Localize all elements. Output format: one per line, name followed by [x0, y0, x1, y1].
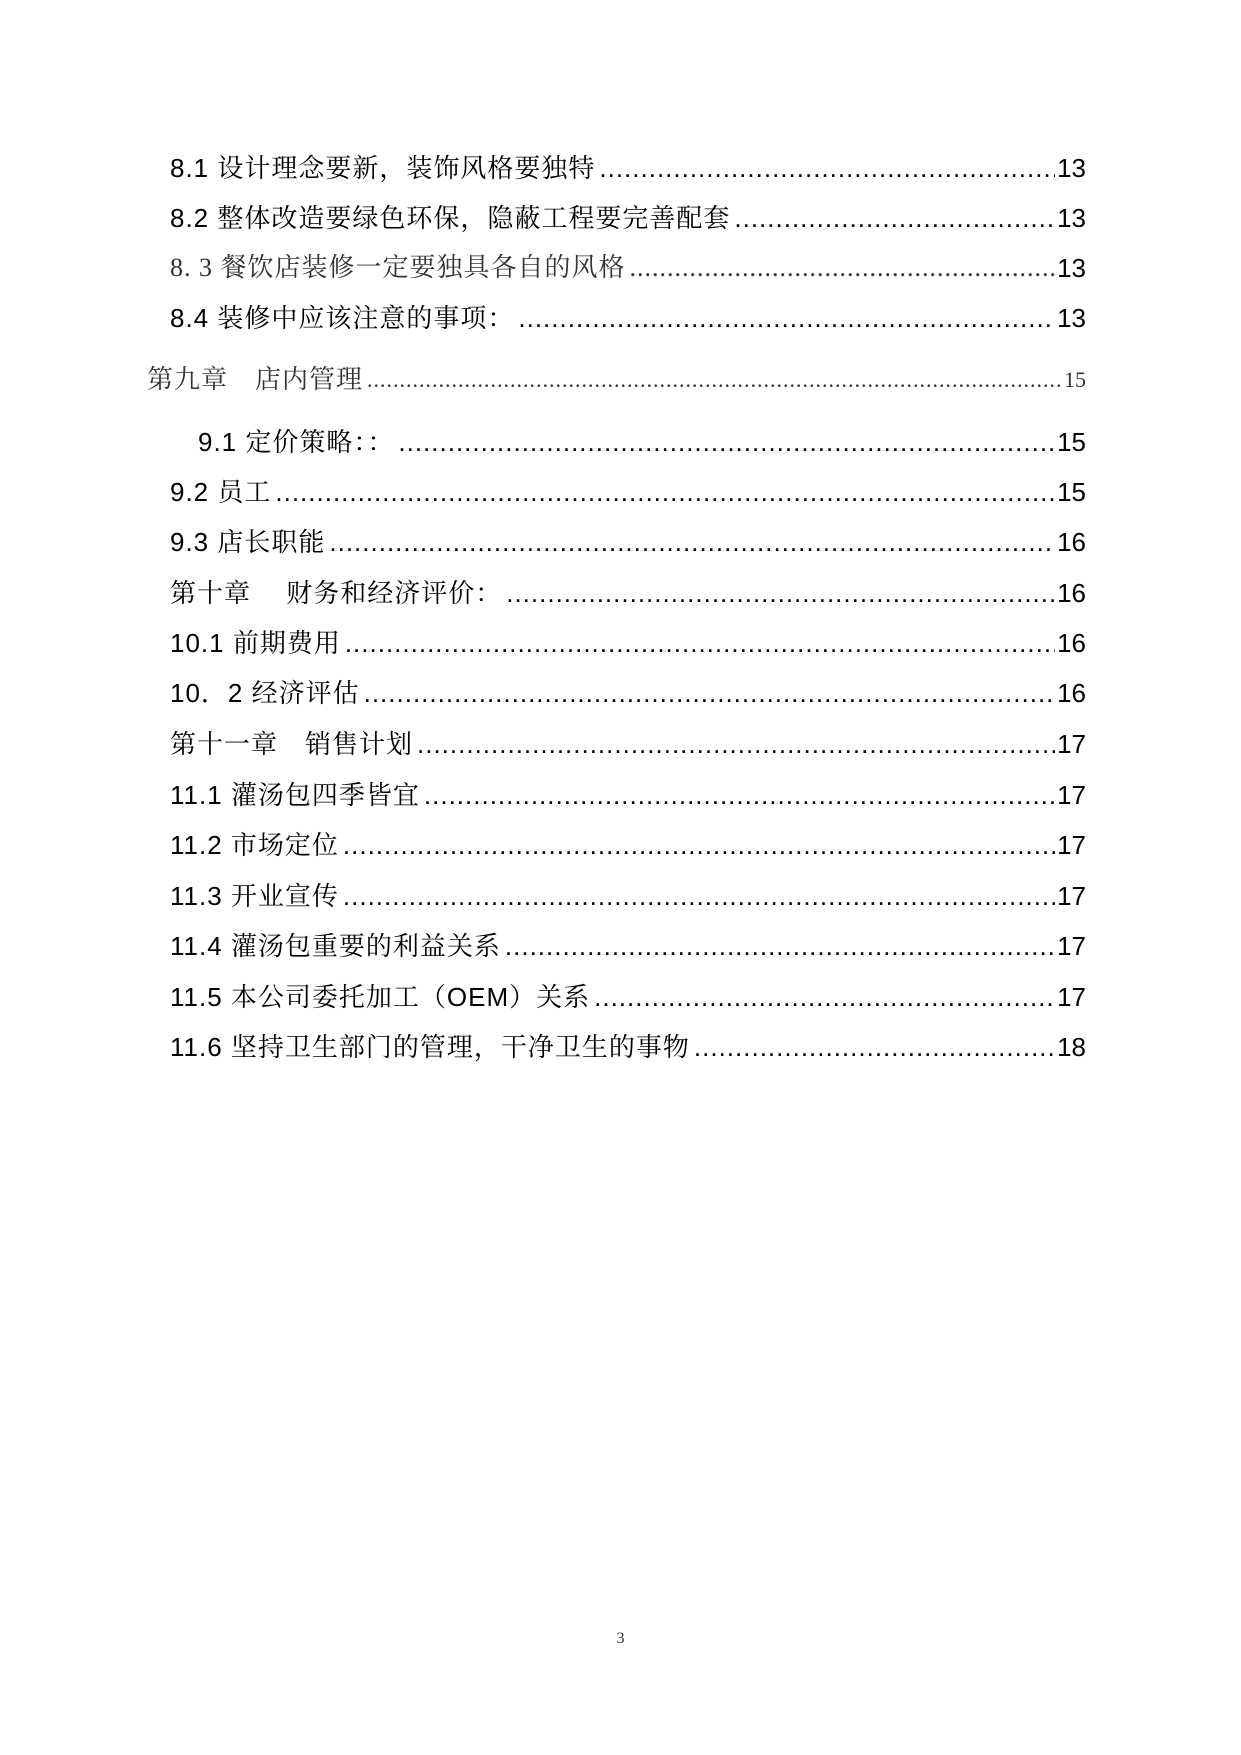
toc-entry-label: 11.3 开业宣传 — [170, 881, 339, 911]
toc-entry-label: 8.1 设计理念要新，装饰风格要独特 — [170, 153, 596, 183]
toc-entry-label: 11.4 灌汤包重要的利益关系 — [170, 931, 501, 961]
toc-page-number: 16 — [1057, 527, 1086, 557]
toc-dot-leader — [424, 775, 1055, 815]
toc-entry-label: 第九章 店内管理 — [147, 365, 364, 394]
toc-page-number: 17 — [1057, 830, 1086, 860]
toc-entry-label: 9.2 员工 — [170, 477, 272, 507]
toc-dot-leader — [275, 472, 1055, 512]
toc-dot-leader — [694, 1027, 1055, 1067]
toc-entry-label: 第十一章 销售计划 — [170, 729, 414, 759]
toc-dot-leader — [343, 876, 1055, 916]
toc-dot-leader — [345, 623, 1055, 663]
toc-dot-leader — [329, 522, 1055, 562]
toc-dot-leader — [599, 148, 1055, 188]
toc-dot-leader — [630, 248, 1056, 288]
toc-entry-label: 11.6 坚持卫生部门的管理，干净卫生的事物 — [170, 1032, 690, 1062]
toc-dot-leader — [734, 198, 1055, 238]
toc-dot-leader — [417, 724, 1055, 764]
toc-entry-11-6[interactable] — [170, 1027, 1086, 1067]
toc-entry-8-1[interactable] — [170, 148, 1086, 188]
toc-dot-leader — [505, 926, 1055, 966]
toc-entry-label: 8.4 装修中应该注意的事项： — [170, 303, 515, 333]
toc-entry-10-2[interactable] — [170, 673, 1086, 713]
toc-entry-label: 11.2 市场定位 — [170, 830, 339, 860]
toc-page-number: 15 — [1057, 477, 1086, 507]
toc-entry-9-1[interactable] — [198, 422, 1086, 462]
toc-page-number: 13 — [1057, 203, 1086, 233]
toc-entry-label: 10．2 经济评估 — [170, 678, 360, 708]
toc-entry-chapter-9[interactable] — [147, 360, 1086, 400]
toc-dot-leader — [367, 360, 1062, 400]
toc-entry-label: 11.5 本公司委托加工（OEM）关系 — [170, 982, 591, 1012]
toc-page-number: 16 — [1057, 578, 1086, 608]
toc-dot-leader — [506, 573, 1055, 613]
toc-entry-label: 9.1 定价策略：： — [198, 427, 395, 457]
toc-page-number: 16 — [1057, 678, 1086, 708]
toc-entry-label: 9.3 店长职能 — [170, 527, 326, 557]
toc-page-number: 17 — [1057, 982, 1086, 1012]
toc-page-number: 17 — [1057, 881, 1086, 911]
toc-page-number: 15 — [1057, 427, 1086, 457]
toc-entry-9-2[interactable] — [170, 472, 1086, 512]
toc-entry-label: 第十章 财务和经济评价： — [170, 578, 503, 608]
toc-entry-label: 8. 3 餐饮店装修一定要独具各自的风格 — [170, 253, 626, 282]
toc-page-number: 17 — [1057, 729, 1086, 759]
toc-entry-11-1[interactable] — [170, 775, 1086, 815]
toc-page-number: 16 — [1057, 628, 1086, 658]
toc-entry-8-2[interactable] — [170, 198, 1086, 238]
toc-entry-11-2[interactable] — [170, 825, 1086, 865]
toc-dot-leader — [343, 825, 1055, 865]
toc-entry-9-3[interactable] — [170, 522, 1086, 562]
toc-dot-leader — [518, 298, 1055, 338]
toc-entry-label: 10.1 前期费用 — [170, 628, 341, 658]
page-number-footer: 3 — [616, 1630, 625, 1647]
toc-entry-11-5[interactable] — [170, 977, 1086, 1017]
toc-dot-leader — [398, 422, 1055, 462]
toc-entry-label: 11.1 灌汤包四季皆宜 — [170, 780, 420, 810]
toc-entry-chapter-11[interactable] — [170, 724, 1086, 764]
toc-page-number: 13 — [1057, 303, 1086, 333]
toc-entry-8-4[interactable] — [170, 298, 1086, 338]
toc-entry-11-4[interactable] — [170, 926, 1086, 966]
toc-entry-10-1[interactable] — [170, 623, 1086, 663]
toc-entry-label: 8.2 整体改造要绿色环保，隐蔽工程要完善配套 — [170, 203, 731, 233]
toc-page-number: 17 — [1057, 780, 1086, 810]
toc-page-number: 13 — [1057, 253, 1086, 283]
toc-entry-chapter-10[interactable] — [170, 573, 1086, 613]
toc-dot-leader — [364, 673, 1055, 713]
toc-page-number: 17 — [1057, 931, 1086, 961]
toc-entry-11-3[interactable] — [170, 876, 1086, 916]
toc-page-number: 13 — [1057, 153, 1086, 183]
toc-page-number: 18 — [1057, 1032, 1086, 1062]
toc-dot-leader — [594, 977, 1055, 1017]
toc-page-number: 15 — [1064, 367, 1086, 392]
toc-entry-8-3[interactable] — [170, 248, 1086, 288]
